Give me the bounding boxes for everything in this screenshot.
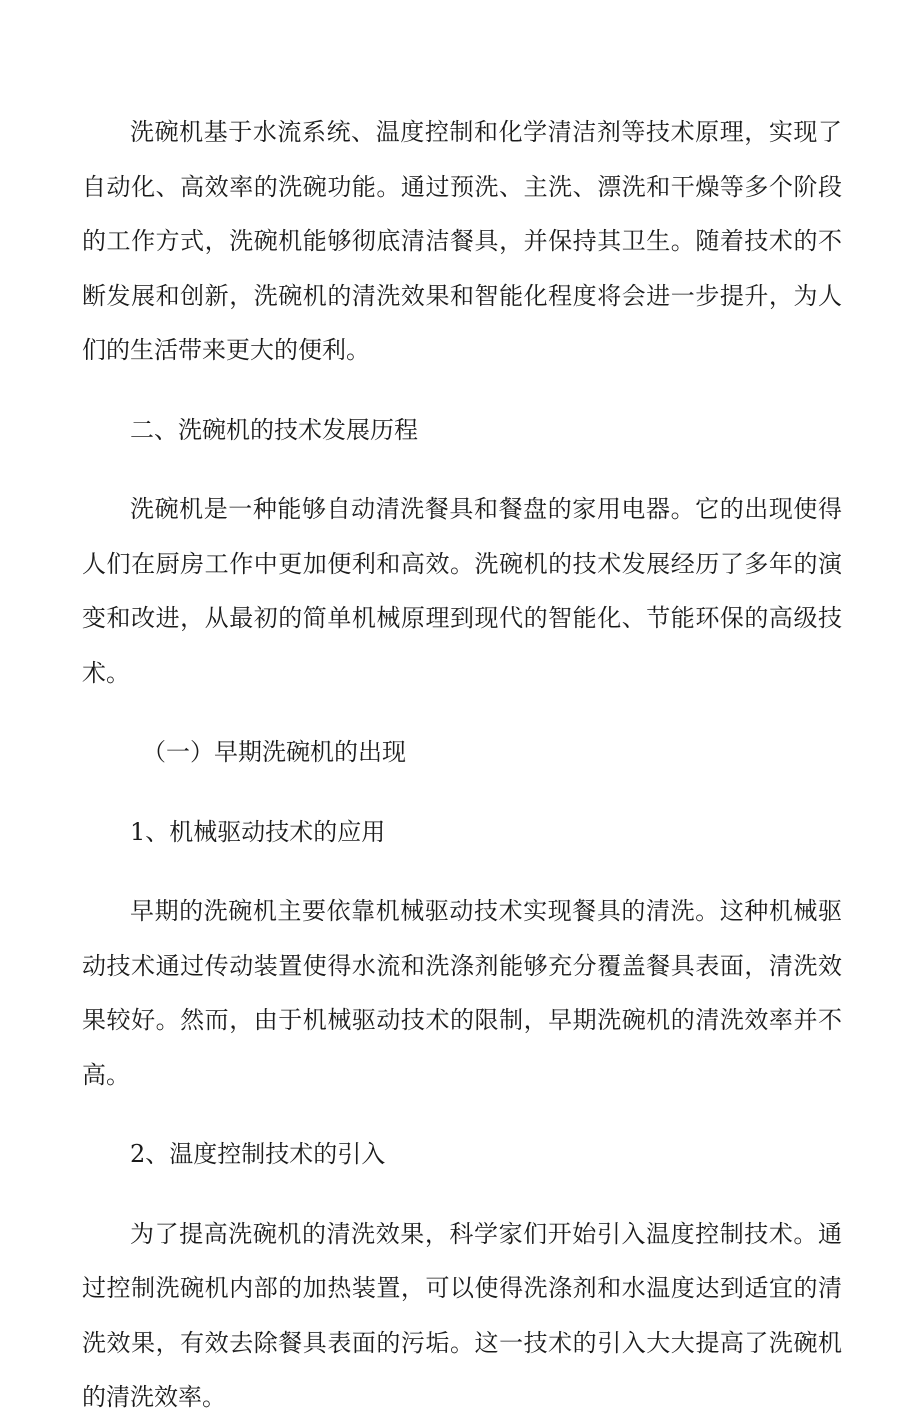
item-heading-2: 2、温度控制技术的引入	[130, 1140, 386, 1168]
section-heading: 二、洗碗机的技术发展历程	[130, 415, 418, 444]
document-body	[82, 105, 842, 1425]
subsection-heading: （一）早期洗碗机的出现	[142, 738, 406, 766]
body-paragraph-1: 洗碗机基于水流系统、温度控制和化学清洁剂等技术原理，实现了自动化、高效率的洗碗功能。通过预洗、主洗、漂洗和干燥等多个阶段的工作方式，洗碗机能够彻底清洁餐具，并保持其卫生。随着技术的不断发展和创新，洗碗机的清洗效果和智能化程度将会进一步提升，为人们的生活带来更大的便利。	[82, 118, 842, 364]
body-paragraph-3: 早期的洗碗机主要依靠机械驱动技术实现餐具的清洗。这种机械驱动技术通过传动装置使得水流和洗涤剂能够充分覆盖餐具表面，清洗效果较好。然而，由于机械驱动技术的限制，早期洗碗机的清洗效率并不高。	[82, 897, 842, 1089]
body-paragraph-4: 为了提高洗碗机的清洗效果，科学家们开始引入温度控制技术。通过控制洗碗机内部的加热装置，可以使得洗涤剂和水温度达到适宜的清洗效果，有效去除餐具表面的污垢。这一技术的引入大大提高了洗碗机的清洗效率。	[82, 1219, 842, 1411]
body-paragraph-2: 洗碗机是一种能够自动清洗餐具和餐盘的家用电器。它的出现使得人们在厨房工作中更加便利和高效。洗碗机的技术发展经历了多年的演变和改进，从最初的简单机械原理到现代的智能化、节能环保的高级技术。	[82, 495, 842, 687]
item-heading-1: 1、机械驱动技术的应用	[130, 817, 386, 846]
